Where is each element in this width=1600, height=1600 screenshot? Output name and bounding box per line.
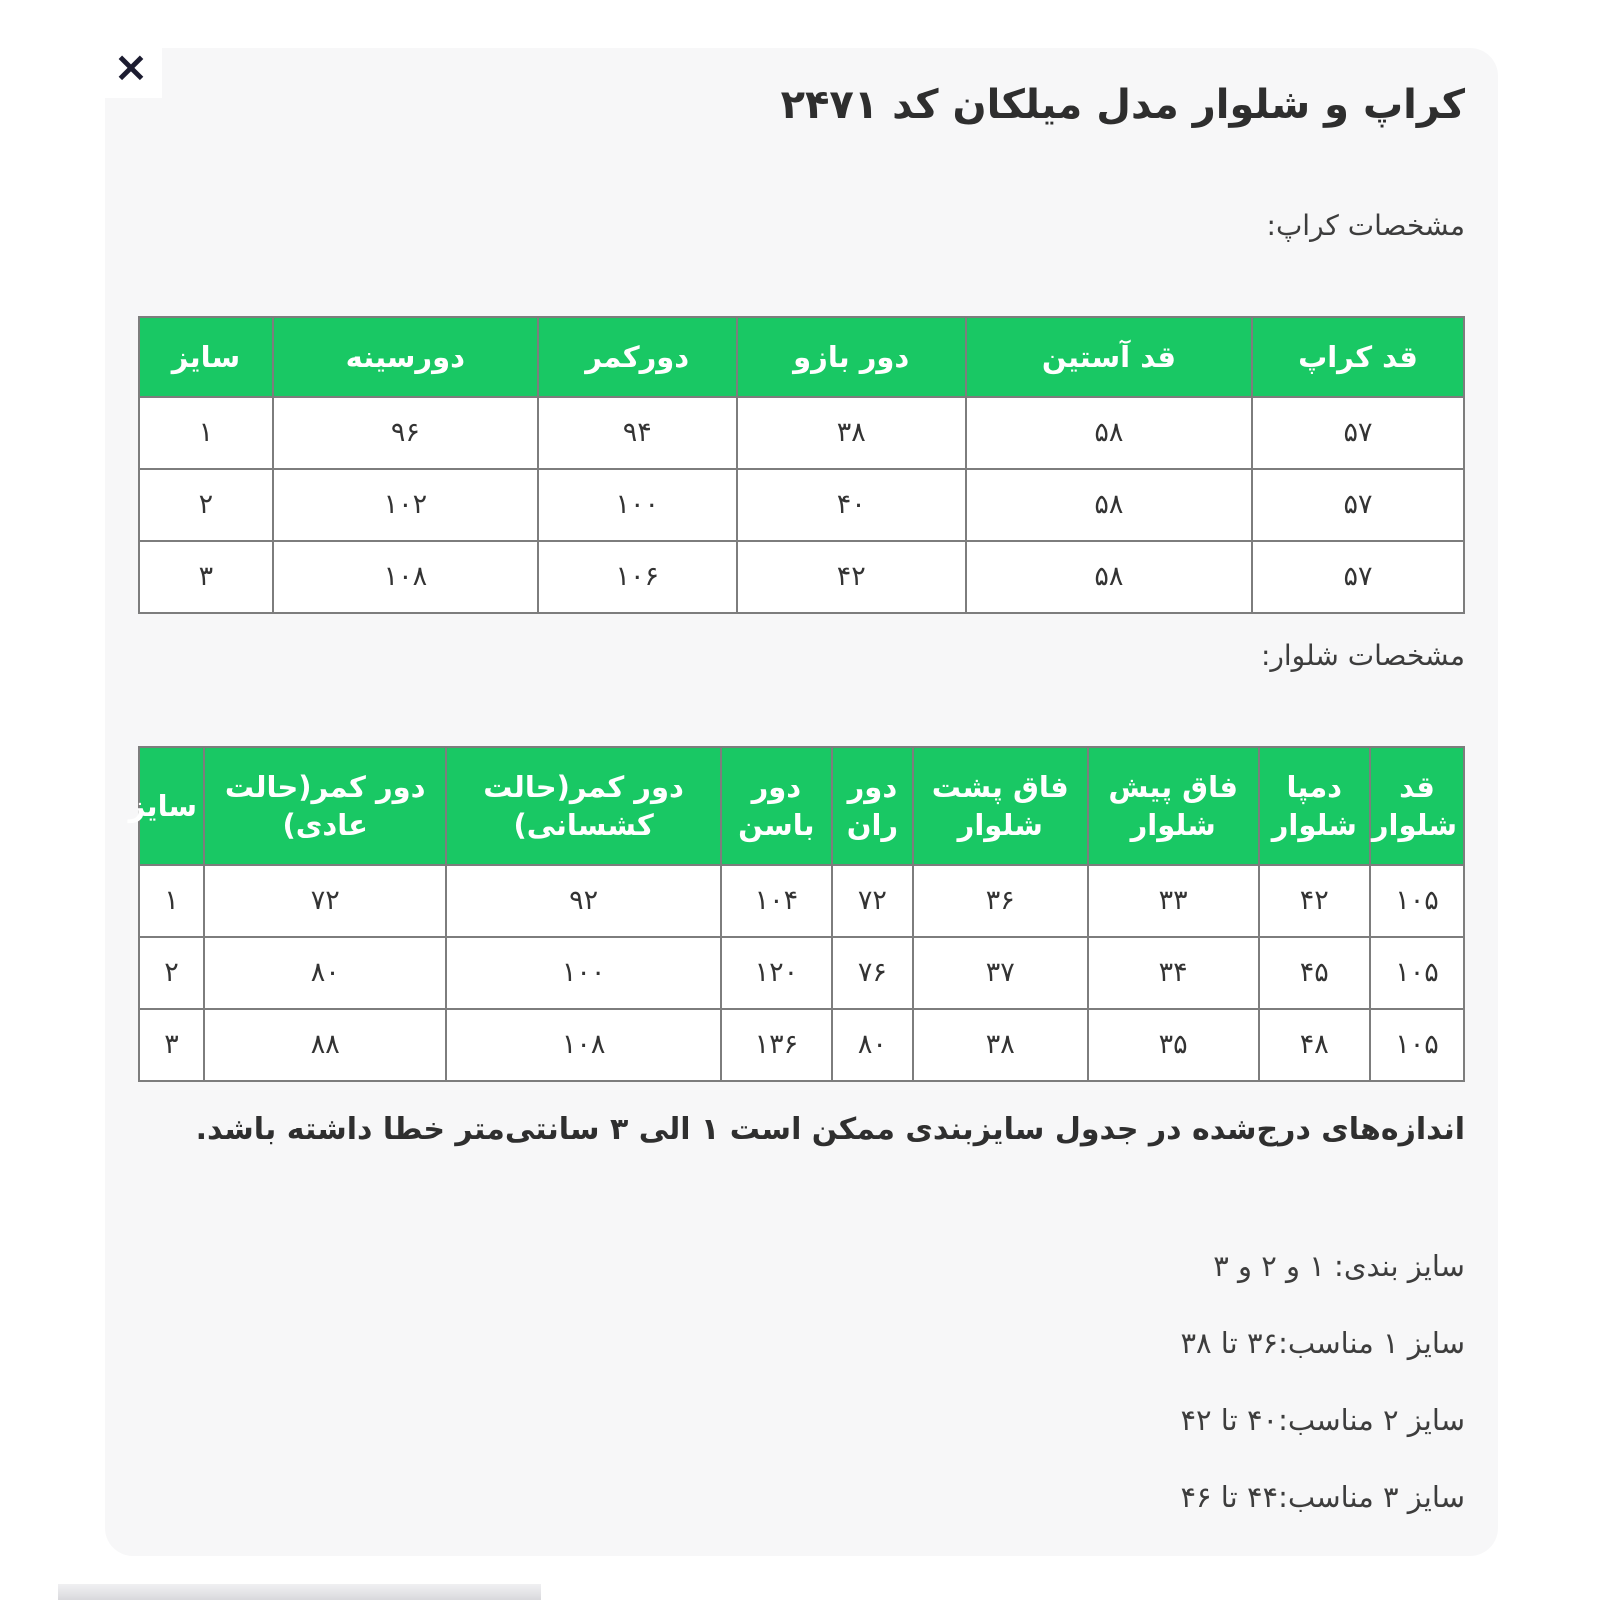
table-row (139, 937, 1464, 1009)
table-cell: ۸۰ (204, 937, 446, 1009)
column-header: قد شلوار (1370, 747, 1464, 865)
size-tolerance-note: اندازه‌های درج‌شده در جدول سایزبندی ممکن است ۱ الی ۳ سانتی‌متر خطا داشته باشد. (195, 1112, 1465, 1147)
column-header: دور بازو (737, 317, 966, 397)
table-cell: ۳۶ (913, 865, 1088, 937)
table-row (139, 397, 1464, 469)
table-cell: ۱۰۸ (446, 1009, 720, 1081)
sizing-info (138, 1248, 1465, 1515)
table-cell: ۵۸ (966, 541, 1252, 613)
table-row (139, 865, 1464, 937)
size-spec-panel (105, 48, 1498, 1556)
sizing-line: سایز ۲ مناسب:۴۰ تا ۴۲ (1180, 1403, 1465, 1437)
pants-size-table (128, 746, 1465, 1082)
table-cell: ۱ (139, 865, 204, 937)
table-cell: ۱۰۰ (538, 469, 737, 541)
table-cell: ۳۴ (1088, 937, 1259, 1009)
table-cell: ۹۲ (446, 865, 720, 937)
table-row (139, 541, 1464, 613)
table-cell: ۳۵ (1088, 1009, 1259, 1081)
table-cell: ۱۲۰ (721, 937, 832, 1009)
column-header: فاق پشت شلوار (913, 747, 1088, 865)
table-cell: ۱۰۵ (1370, 937, 1464, 1009)
table-cell: ۱ (139, 397, 273, 469)
crop-size-table (138, 316, 1465, 614)
table-cell: ۵۷ (1252, 469, 1464, 541)
table-cell: ۳۳ (1088, 865, 1259, 937)
table-cell: ۳۸ (737, 397, 966, 469)
table-cell: ۳ (139, 541, 273, 613)
table-cell: ۱۰۵ (1370, 1009, 1464, 1081)
bottom-scrollbar[interactable] (58, 1584, 541, 1600)
table-cell: ۳ (139, 1009, 204, 1081)
table-cell: ۲ (139, 469, 273, 541)
column-header: دور کمر(حالت عادی) (204, 747, 446, 865)
table-cell: ۸۸ (204, 1009, 446, 1081)
table-cell: ۱۰۰ (446, 937, 720, 1009)
column-header: دورکمر (538, 317, 737, 397)
table-cell: ۵۸ (966, 469, 1252, 541)
table-cell: ۹۶ (273, 397, 538, 469)
table-cell: ۳۷ (913, 937, 1088, 1009)
table-cell: ۷۲ (204, 865, 446, 937)
table-cell: ۱۰۵ (1370, 865, 1464, 937)
table-cell: ۱۰۶ (538, 541, 737, 613)
table-cell: ۵۷ (1252, 541, 1464, 613)
crop-section-label: مشخصات کراپ: (1266, 209, 1465, 242)
column-header: قد آستین (966, 317, 1252, 397)
table-cell: ۴۰ (737, 469, 966, 541)
sizing-line: سایز ۳ مناسب:۴۴ تا ۴۶ (1180, 1480, 1465, 1514)
table-cell: ۵۷ (1252, 397, 1464, 469)
pants-section-label: مشخصات شلوار: (1260, 639, 1465, 672)
table-cell: ۱۳۶ (721, 1009, 832, 1081)
table-cell: ۴۲ (737, 541, 966, 613)
column-header: قد کراپ (1252, 317, 1464, 397)
table-cell: ۱۰۴ (721, 865, 832, 937)
close-icon[interactable]: × (100, 36, 162, 98)
column-header: سایز (139, 317, 273, 397)
column-header: دورسینه (273, 317, 538, 397)
table-row (139, 1009, 1464, 1081)
header-row (139, 747, 1464, 865)
table-cell: ۳۸ (913, 1009, 1088, 1081)
page-title: کراپ و شلوار مدل میلکان کد ۲۴۷۱ (780, 82, 1465, 128)
column-header: دور ران (832, 747, 913, 865)
table-row (139, 469, 1464, 541)
table-cell: ۹۴ (538, 397, 737, 469)
column-header: دور باسن (721, 747, 832, 865)
table-cell: ۷۶ (832, 937, 913, 1009)
sizing-line: سایز ۱ مناسب:۳۶ تا ۳۸ (1180, 1326, 1465, 1360)
table-cell: ۷۲ (832, 865, 913, 937)
table-cell: ۸۰ (832, 1009, 913, 1081)
header-row (139, 317, 1464, 397)
sizing-line: سایز بندی: ۱ و ۲ و ۳ (1213, 1249, 1465, 1283)
column-header: دمپا شلوار (1259, 747, 1370, 865)
table-cell: ۴۲ (1259, 865, 1370, 937)
column-header: دور کمر(حالت کشسانی) (446, 747, 720, 865)
table-cell: ۴۸ (1259, 1009, 1370, 1081)
table-cell: ۵۸ (966, 397, 1252, 469)
column-header: سایز (139, 747, 204, 865)
column-header: فاق پیش شلوار (1088, 747, 1259, 865)
table-cell: ۲ (139, 937, 204, 1009)
table-cell: ۱۰۲ (273, 469, 538, 541)
table-cell: ۴۵ (1259, 937, 1370, 1009)
table-cell: ۱۰۸ (273, 541, 538, 613)
